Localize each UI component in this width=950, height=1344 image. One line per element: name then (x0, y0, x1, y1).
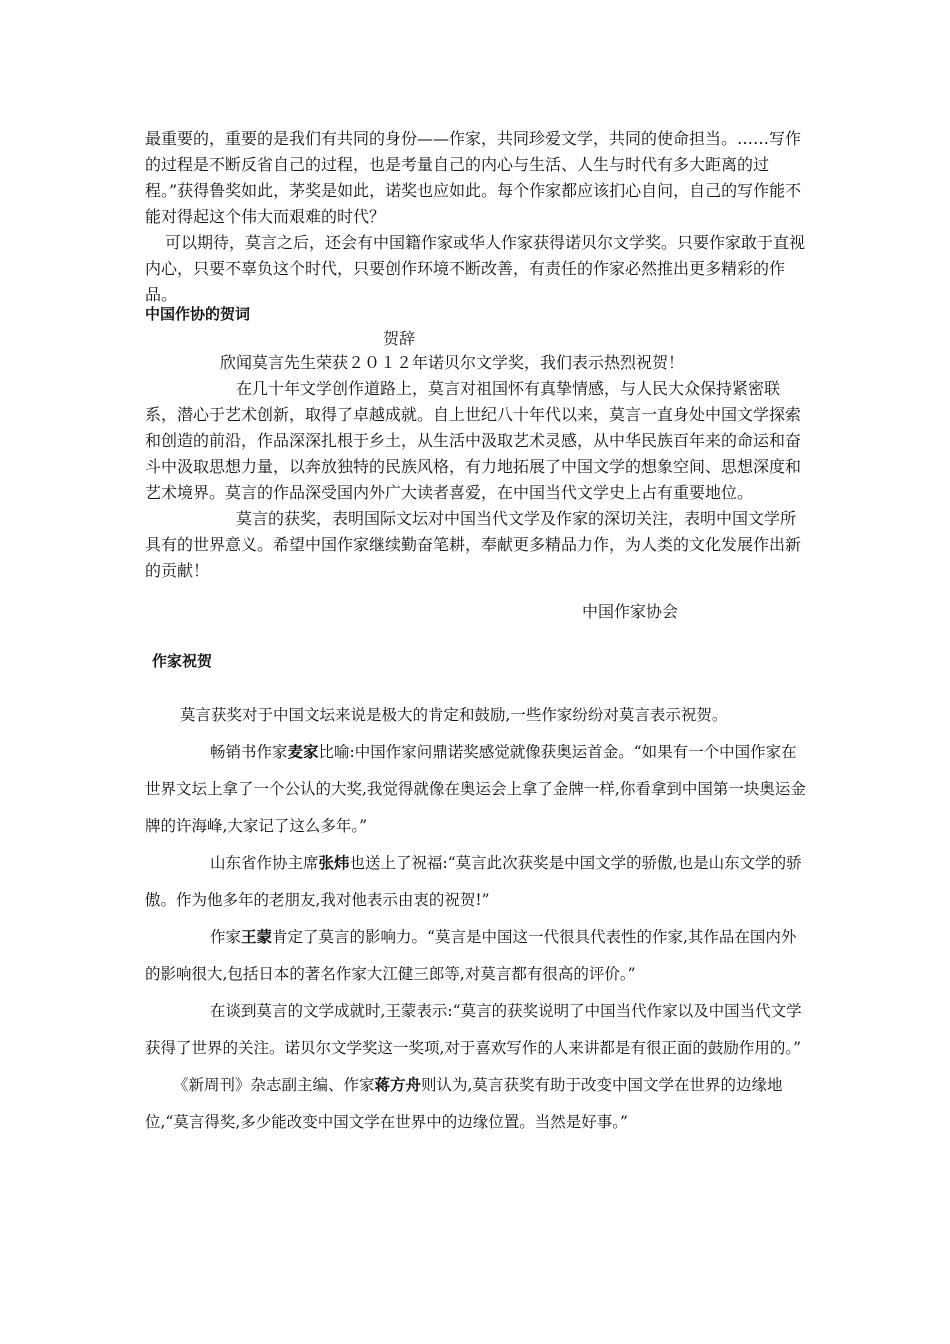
text: 也送上了祝福:“莫言此次获奖是中国文学的骄傲,也是山东文学的骄傲。作为他多年的老朋友,我对他表示由衷的祝贺!” (145, 854, 802, 909)
writer-name: 张炜 (318, 854, 350, 872)
section-heading-zuojia: 作家祝贺 (152, 652, 213, 670)
writers-paragraph-wangmeng (145, 919, 810, 993)
intro-paragraph-2: 可以期待，莫言之后，还会有中国籍作家或华人作家获得诺贝尔文学奖。只要作家敢于直视内心，只要不辜负这个时代，只要创作环境不断改善，有责任的作家必然推出更多精彩的作品。 (145, 233, 806, 304)
congrats-paragraph-2: 莫言的获奖，表明国际文坛对中国当代文学及作家的深切关注，表明中国文学所具有的世界意义。希望中国作家继续勤奋笔耕，奉献更多精品力作，为人类的文化发展作出新的贡献！ (145, 509, 802, 580)
writers-paragraph-zhangwei (145, 845, 810, 919)
writers-intro: 莫言获奖对于中国文坛来说是极大的肯定和鼓励,一些作家纷纷对莫言表示祝贺。 (180, 706, 728, 724)
writer-name: 王蒙 (241, 928, 273, 946)
congrats-line-1: 欣闻莫言先生荣获２０１２年诺贝尔文学奖，我们表示热烈祝贺！ (220, 353, 685, 372)
writers-section (145, 697, 810, 1141)
text: 肯定了莫言的影响力。“莫言是中国这一代很具代表性的作家,其作品在国内外的影响很大,包括日本的著名作家大江健三郎等,对莫言都有很高的评价。” (145, 928, 797, 983)
congrats-title: 贺辞 (383, 329, 416, 348)
text: 畅销书作家 (210, 743, 288, 761)
writer-name: 麦家 (287, 743, 319, 761)
text: 作家 (210, 928, 242, 946)
text: 则认为,莫言获奖有助于改变中国文学在世界的边缘地位,“莫言得奖,多少能改变中国文学在世界中的边缘位置。当然是好事。” (145, 1076, 783, 1131)
congrats-body (145, 350, 810, 584)
writers-paragraph-maijia (145, 734, 810, 845)
writers-paragraph-wangmeng-2: 在谈到莫言的文学成就时,王蒙表示:“莫言的获奖说明了中国当代作家以及中国当代文学获得了世界的关注。诺贝尔文学奖这一奖项,对于喜欢写作的人来讲都是有很正面的鼓励作用的。” (145, 1002, 802, 1057)
text: 山东省作协主席 (210, 854, 319, 872)
intro-section (145, 126, 810, 308)
writers-paragraph-jiangfangzhou (145, 1067, 810, 1141)
text: 比喻:中国作家问鼎诺奖感觉就像获奥运首金。“如果有一个中国作家在世界文坛上拿了一个公认的大奖,我觉得就像在奥运会上拿了金牌一样,你看拿到中国第一块奥运金牌的许海峰,大家记了这么多年。” (145, 743, 806, 835)
intro-paragraph-1: 最重要的，重要的是我们有共同的身份——作家，共同珍爱文学，共同的使命担当。……写作的过程是不断反省自己的过程，也是考量自己的内心与生活、人生与时代有多大距离的过程。”获得鲁奖如此，茅奖是如此，诺奖也应如此。每个作家都应该扪心自问，自己的写作能不能对得起这个伟大而艰难的时代？ (145, 129, 802, 226)
congrats-paragraph-1: 在几十年文学创作道路上，莫言对祖国怀有真挚情感，与人民大众保持紧密联系，潜心于艺术创新，取得了卓越成就。自上世纪八十年代以来，莫言一直身处中国文学探索和创造的前沿，作品深深扎根于乡土，从生活中汲取艺术灵感，从中华民族百年来的命运和奋斗中汲取思想力量，以奔放独特的民族风格，有力地拓展了中国文学的想象空间、思想深度和艺术境界。莫言的作品深受国内外广大读者喜爱，在中国当代文学史上占有重要地位。 (145, 379, 802, 502)
section-heading-xiehui: 中国作协的贺词 (145, 305, 251, 323)
writer-name: 蒋方舟 (374, 1076, 422, 1094)
text: 《新周刊》杂志副主编、作家 (173, 1076, 375, 1094)
congrats-signature: 中国作家协会 (582, 602, 679, 621)
